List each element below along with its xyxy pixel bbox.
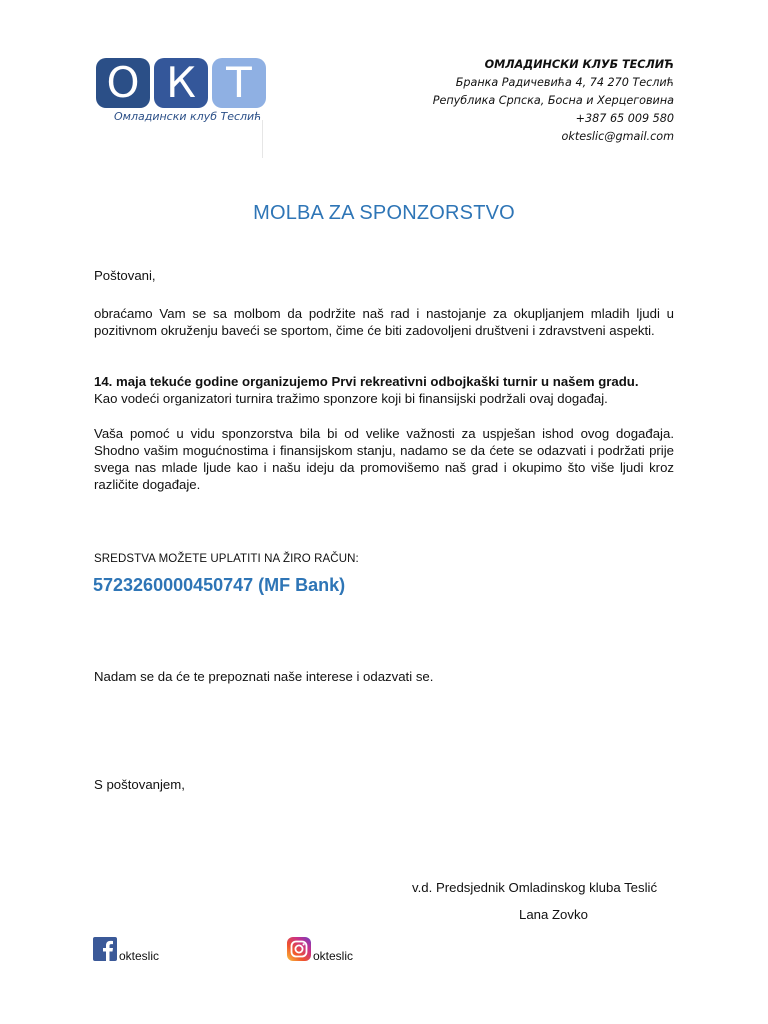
signer-name: Lana Zovko [519, 907, 588, 922]
paragraph-3-text: Vaša pomoć u vidu sponzorstva bila bi od velike važnosti za uspješan ishod ovog događaja. Shodno vašim mogućnostima i finansijskom stanju, nadamo se da ćete se odazvati i podržati prije svega nas mlade ljude kao i našu ideju da promovišemo naš grad i okupimo što više ljudi kroz različite događaje. [94, 426, 674, 492]
paragraph-2 [94, 373, 674, 407]
closing-sentence: Nadam se da će te prepoznati naše interese i odazvati se. [94, 669, 434, 684]
street-address: Бранка Радичевића 4, 74 270 Теслић [455, 76, 674, 89]
instagram-handle: okteslic [313, 949, 354, 963]
phone: +387 65 009 580 [575, 112, 674, 125]
club-logo [96, 58, 272, 134]
logo-letter-t: Т [212, 58, 266, 108]
email: okteslic@gmail.com [561, 130, 674, 143]
paragraph-1-text: obraćamo Vam se sa molbom da podržite naš rad i nastojanje za okupljanjem mladih ljudi u pozitivnom okruženju baveći se sportom, čime će biti zadovoljeni društveni i zdravstveni aspekti. [94, 306, 674, 338]
regards: S poštovanjem, [94, 777, 185, 792]
logo-subtitle: Омладински клуб Теслић [114, 110, 262, 123]
facebook-handle: okteslic [119, 949, 160, 963]
letterhead-address [433, 56, 674, 146]
event-announcement: 14. maja tekuće godine organizujemo Prvi rekreativni odbojkaški turnir u našem gradu. [94, 374, 639, 389]
payment-label: SREDSTVA MOŽETE UPLATITI NA ŽIRO RAČUN: [94, 553, 359, 565]
greeting [94, 267, 674, 284]
logo-letter-o: О [96, 58, 150, 108]
paragraph-3 [94, 425, 674, 493]
paragraph-2-text: Kao vodeći organizatori turnira tražimo sponzore koji bi finansijski podržali ovaj događaj. [94, 391, 608, 406]
paragraph-1 [94, 305, 674, 339]
greeting-text: Poštovani, [94, 268, 156, 283]
logo-divider [262, 120, 263, 158]
facebook-icon [93, 937, 117, 961]
org-name: ОМЛАДИНСКИ КЛУБ ТЕСЛИЋ [484, 58, 674, 71]
bank-account-number: 5723260000450747 (MF Bank) [93, 575, 346, 595]
logo-letter-k: К [154, 58, 208, 108]
instagram-icon [287, 937, 311, 961]
page-title: MOLBA ZA SPONZORSTVO [253, 202, 515, 224]
signer-role: v.d. Predsjednik Omladinskog kluba Teslić [412, 880, 658, 895]
country: Република Српска, Босна и Херцеговина [432, 94, 674, 107]
